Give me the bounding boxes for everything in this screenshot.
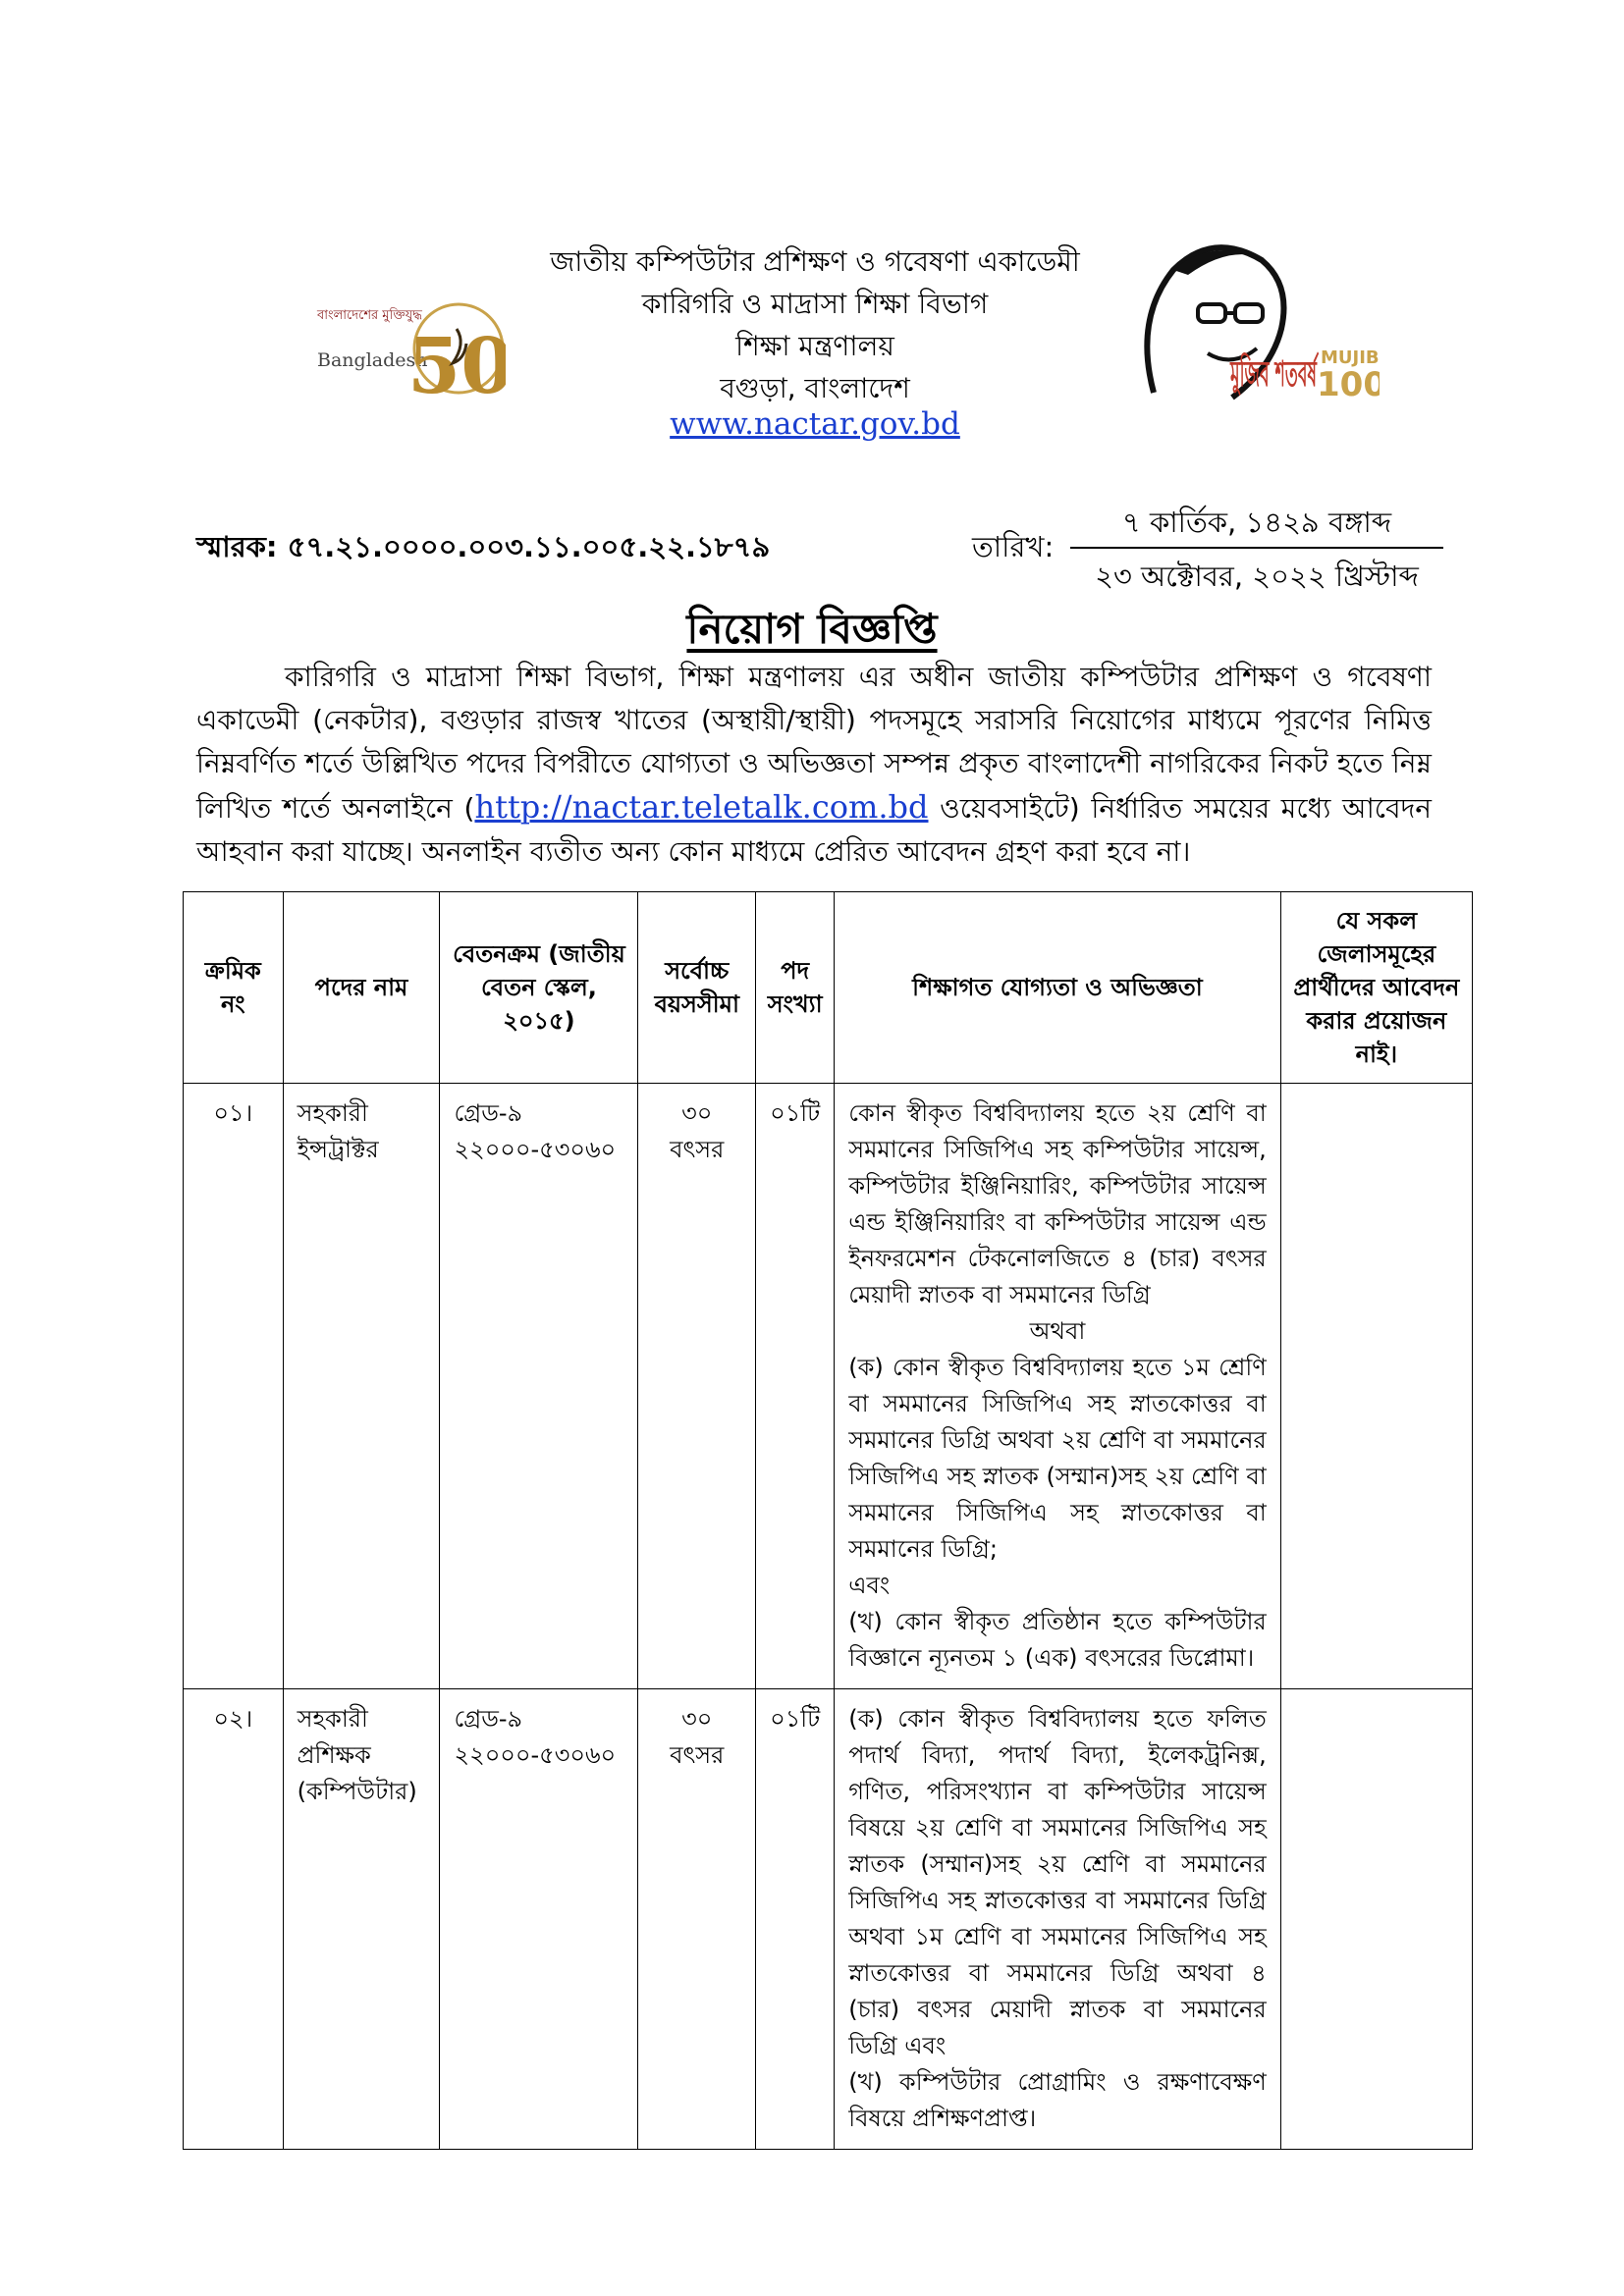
- table-header-row: [184, 892, 1473, 1084]
- header-pay-scale: বেতনক্রম (জাতীয় বেতন স্কেল, ২০১৫): [440, 892, 638, 1084]
- logo50-bn-text: বাংলাদেশের মুক্তিযুদ্ধ: [317, 308, 422, 323]
- page-title: নিয়োগ বিজ্ঞপ্তি: [686, 605, 938, 653]
- row-age: ৩০ বৎসর: [638, 1689, 756, 2150]
- row-post: সহকারী প্রশিক্ষক (কম্পিউটার): [283, 1689, 440, 2150]
- qualification-part: (ক) কোন স্বীকৃত বিশ্ববিদ্যালয় হতে ১ম শ্রেণি বা সমমানের সিজিপিএ সহ স্নাতকোত্তর বা সমমানের ডিগ্রি অথবা ২য় শ্রেণি বা সমমানের সিজিপিএ সহ স্নাতক (সম্মান)সহ ২য় শ্রেণি বা সমমানের সিজিপিএ সহ স্নাতকোত্তর বা সমমানের ডিগ্রি;: [848, 1354, 1267, 1563]
- row-scale: ২২০০০-৫৩০৬০: [454, 1741, 617, 1769]
- logo50-number: 50: [407, 322, 506, 411]
- table-row: [184, 1689, 1473, 2150]
- location: বগুড়া, বাংলাদেশ: [720, 372, 910, 404]
- row-count: ০১টি: [756, 1084, 835, 1689]
- qualification-part: (খ) কম্পিউটার প্রোগ্রামিং ও রক্ষণাবেক্ষণ বিষয়ে প্রশিক্ষণপ্রাপ্ত।: [848, 2068, 1267, 2132]
- row-serial: ০২।: [184, 1689, 284, 2150]
- qualification-part: (ক) কোন স্বীকৃত বিশ্ববিদ্যালয় হতে ফলিত পদার্থ বিদ্যা, পদার্থ বিদ্যা, ইলেকট্রনিক্স, গণিত, পরিসংখ্যান বা কম্পিউটার সায়েন্স বিষয়ে ২য় শ্রেণি বা সমমানের সিজিপিএ সহ স্নাতক (সম্মান)সহ ২য় শ্রেণি বা সমমানের সিজিপিএ সহ স্নাতকোত্তর বা সমমানের ডিগ্রি অথবা ১ম শ্রেণি বা সমমানের সিজিপিএ সহ স্নাতকোত্তর বা সমমানের ডিগ্রি অথবা ৪ (চার) বৎসর মেয়াদী স্নাতক বা সমমানের ডিগ্রি এবং: [848, 1705, 1267, 2059]
- row-serial: ০১।: [184, 1084, 284, 1689]
- date-bangla: ৭ কার্তিক, ১৪২৯ বঙ্গাব্দ: [1121, 506, 1392, 539]
- memo-number: স্মারক: ৫৭.২১.০০০০.০০৩.১১.০০৫.২২.১৮৭৯: [196, 530, 771, 563]
- header-post-count: পদ সংখ্যা: [756, 892, 835, 1084]
- mujib-number: 100: [1317, 365, 1380, 404]
- intro-paragraph: [196, 656, 1432, 874]
- intro-text-2: ওয়েবসাইটে) নির্ধারিত সময়ের মধ্যে আবেদন আহবান করা যাচ্ছে। অনলাইন ব্যতীত অন্য কোন মাধ্যমে প্রেরিত আবেদন গ্রহণ করা হবে না।: [196, 792, 1432, 868]
- mujib-bn-text: মুজিব শত: [1230, 354, 1372, 395]
- row-excluded-districts: [1280, 1689, 1472, 2150]
- ministry-name: শিক্ষা মন্ত্রণালয়: [735, 330, 894, 362]
- header-age-limit: সর্বোচ্চ বয়সসীমা: [638, 892, 756, 1084]
- logo50-bangladesh-text: Bangladesh: [317, 349, 428, 371]
- date-divider: [1070, 547, 1443, 549]
- header-qualification: শিক্ষাগত যোগ্যতা ও অভিজ্ঞতা: [835, 892, 1280, 1084]
- bangladesh-50-logo: [309, 290, 506, 412]
- table-row: [184, 1084, 1473, 1689]
- date-label: তারিখ:: [972, 530, 1055, 563]
- row-excluded-districts: [1280, 1084, 1472, 1689]
- qualification-part: এবং: [848, 1572, 891, 1599]
- row-scale: ২২০০০-৫৩০৬০: [454, 1136, 617, 1163]
- website-link[interactable]: www.nactar.gov.bd: [670, 406, 960, 442]
- header-post: পদের নাম: [283, 892, 440, 1084]
- row-qualification: [835, 1084, 1280, 1689]
- qualification-part: (খ) কোন স্বীকৃত প্রতিষ্ঠান হতে কম্পিউটার বিজ্ঞানে ন্যূনতম ১ (এক) বৎসরের ডিপ্লোমা।: [848, 1608, 1267, 1672]
- row-grade: গ্রেড-৯: [454, 1099, 523, 1127]
- mujib-100-logo: [1114, 231, 1380, 407]
- apply-link[interactable]: http://nactar.teletalk.com.bd: [474, 788, 929, 826]
- header-excluded-districts: যে সকল জেলাসমূহের প্রার্থীদের আবেদন করার প্রয়োজন নাই।: [1280, 892, 1472, 1084]
- row-qualification: [835, 1689, 1280, 2150]
- qualification-part: কোন স্বীকৃত বিশ্ববিদ্যালয় হতে ২য় শ্রেণি বা সমমানের সিজিপিএ সহ কম্পিউটার সায়েন্স, কম্পিউটার ইঞ্জিনিয়ারিং, কম্পিউটার সায়েন্স এন্ড ইঞ্জিনিয়ারিং বা কম্পিউটার সায়েন্স এন্ড ইনফরমেশন টেকনোলজিতে ৪ (চার) বৎসর মেয়াদী স্নাতক বা সমমানের ডিগ্রি: [848, 1099, 1267, 1308]
- qualification-part: অথবা: [1029, 1317, 1086, 1345]
- row-post: সহকারী ইন্সট্রাক্টর: [283, 1084, 440, 1689]
- row-age: ৩০ বৎসর: [638, 1084, 756, 1689]
- row-pay-scale: [440, 1084, 638, 1689]
- vacancy-table: [183, 891, 1473, 2150]
- row-grade: গ্রেড-৯: [454, 1705, 523, 1733]
- header-serial: ক্রমিক নং: [184, 892, 284, 1084]
- intro-text-1: কারিগরি ও মাদ্রাসা শিক্ষা বিভাগ, শিক্ষা মন্ত্রণালয় এর অধীন জাতীয় কম্পিউটার প্রশিক্ষণ ও গবেষণা একাডেমী (নেকটার), বগুড়ার রাজস্ব খাতের (অস্থায়ী/স্থায়ী) পদসমূহে সরাসরি নিয়োগের মাধ্যমে পূরণের নিমিত্ত নিম্নবর্ণিত শর্তে উল্লিখিত পদের বিপরীতে যোগ্যতা ও অভিজ্ঞতা সম্পন্ন প্রকৃত বাংলাদেশী নাগরিকের নিকট হতে নিম্ন লিখিত শর্তে অনলাইনে (: [196, 661, 1432, 825]
- org-name: জাতীয় কম্পিউটার প্রশিক্ষণ ও গবেষণা একাডেমী: [550, 245, 1080, 278]
- division-name: কারিগরি ও মাদ্রাসা শিক্ষা বিভাগ: [641, 288, 989, 320]
- mujib-en-text: MUJIB: [1321, 347, 1380, 368]
- row-pay-scale: [440, 1689, 638, 2150]
- row-count: ০১টি: [756, 1689, 835, 2150]
- date-english: ২৩ অক্টোবর, ২০২২ খ্রিস্টাব্দ: [1095, 560, 1419, 593]
